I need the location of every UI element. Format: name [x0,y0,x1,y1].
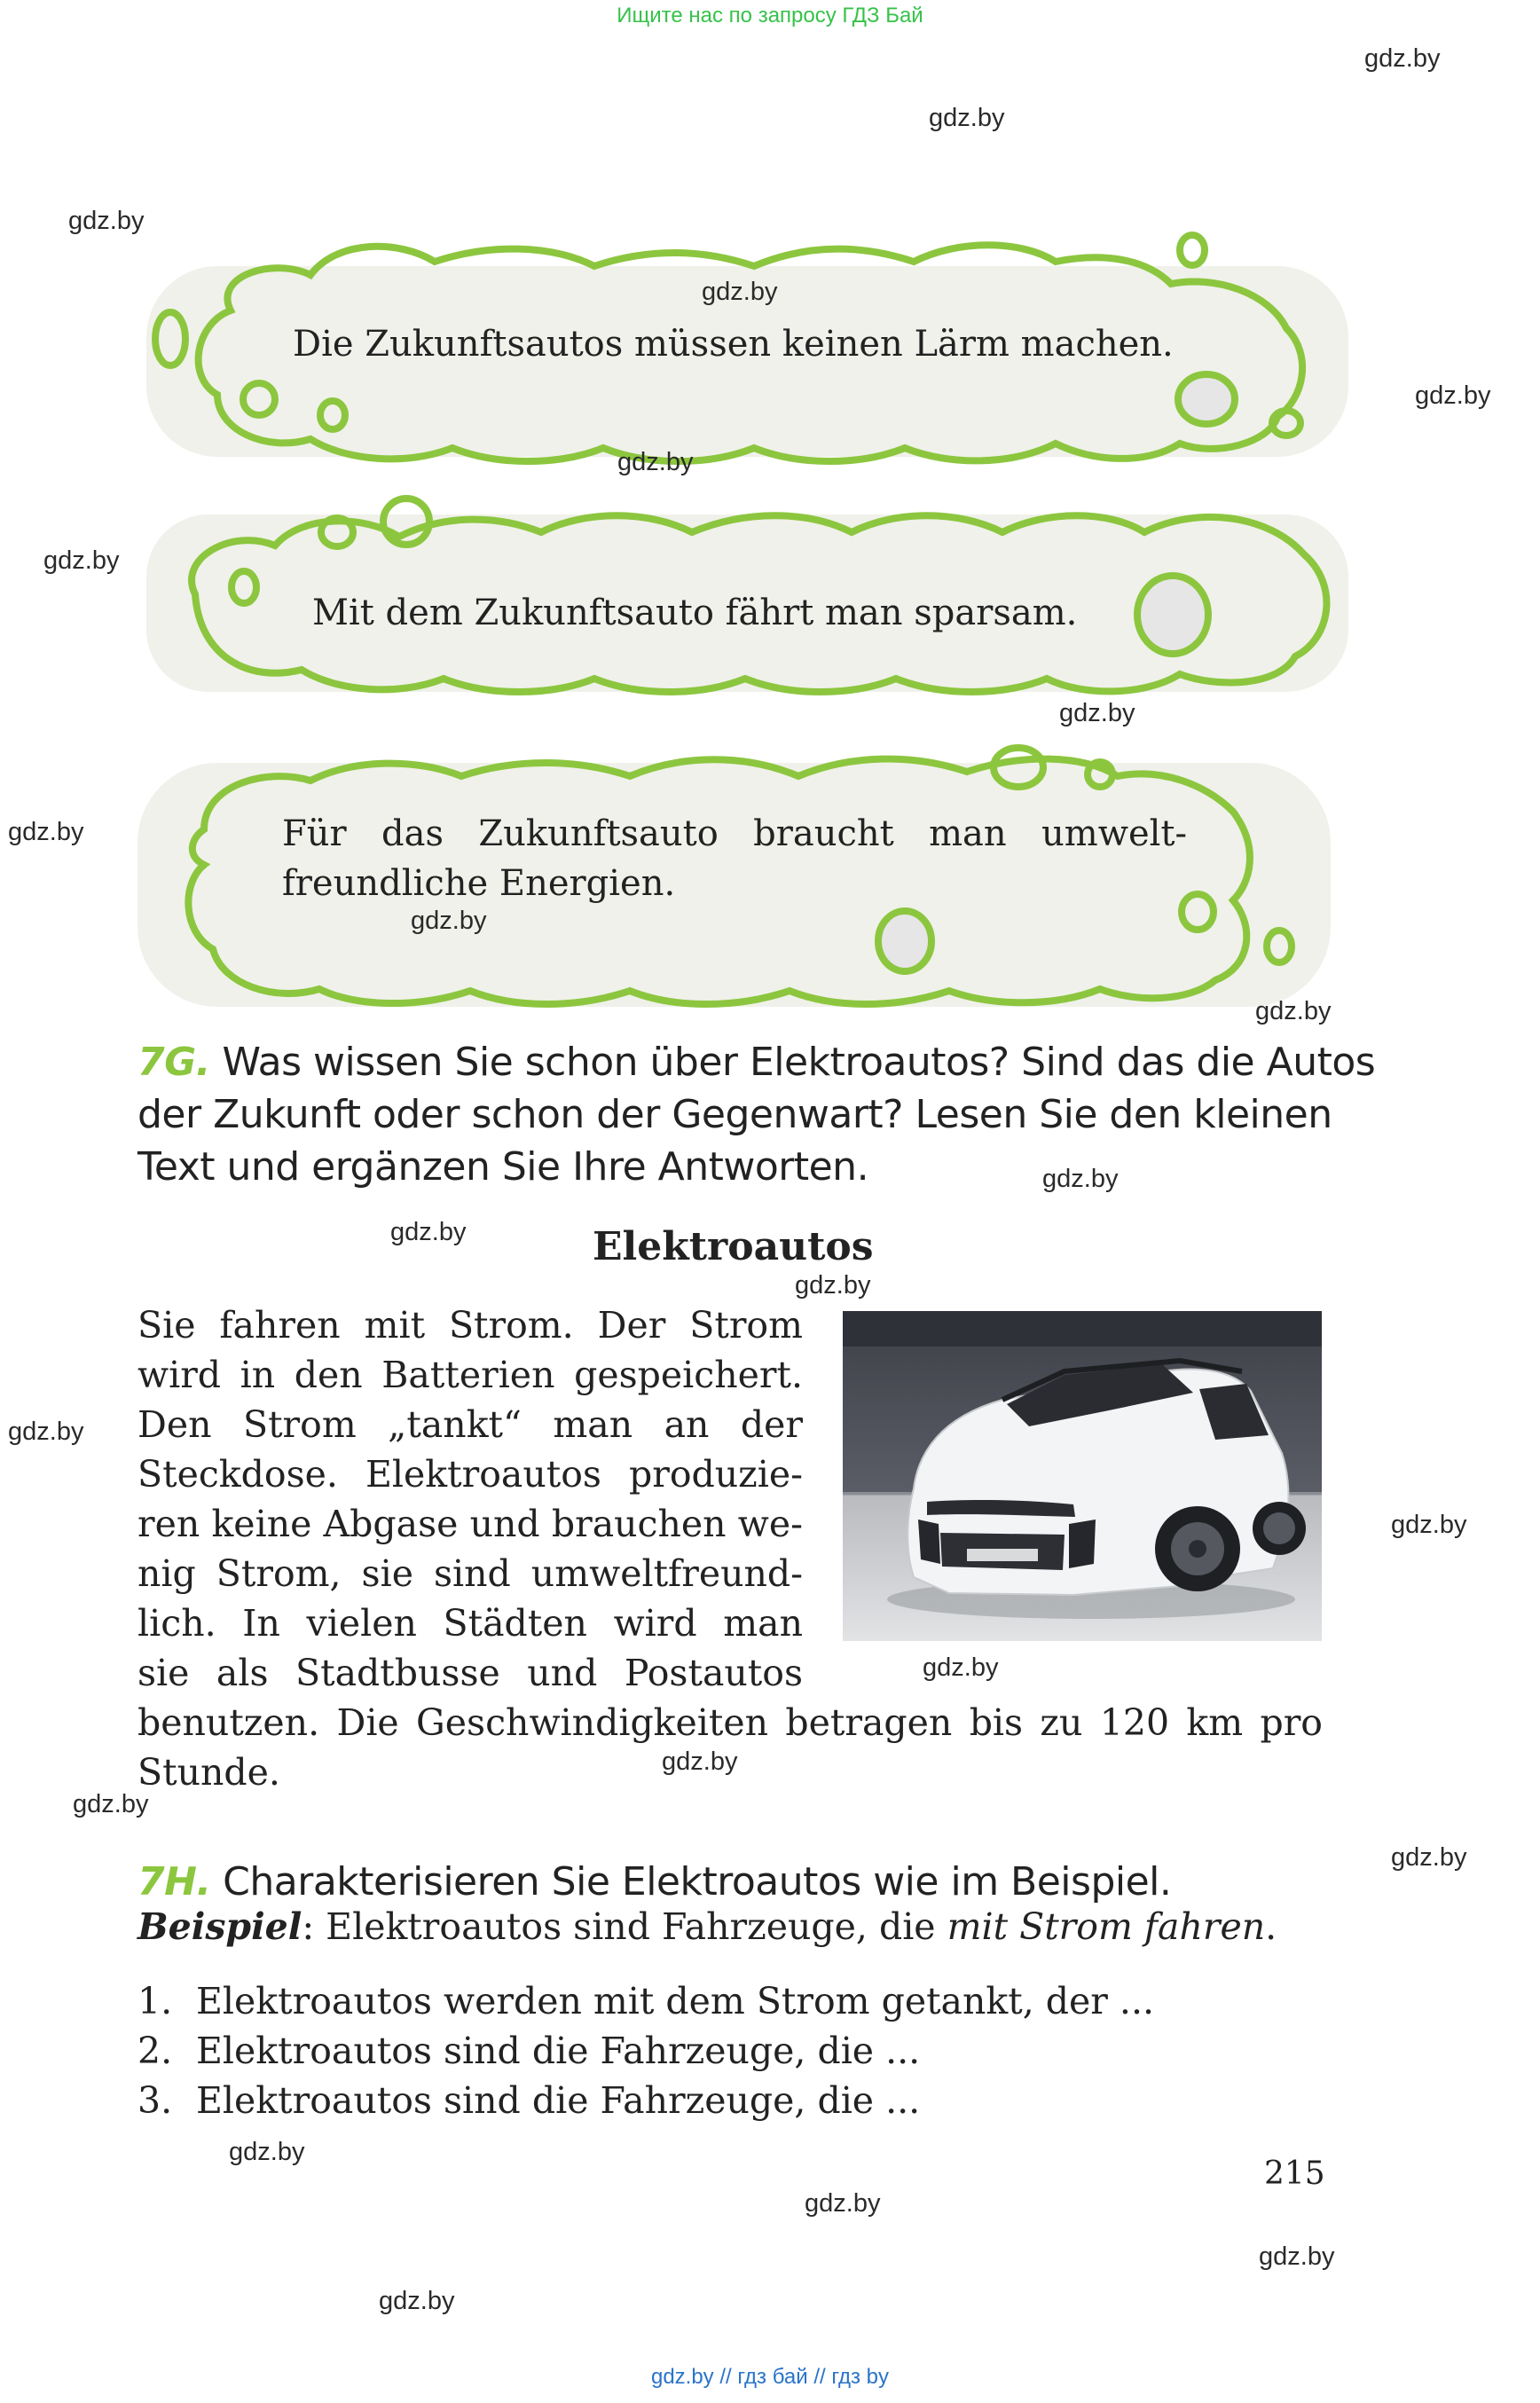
article-line: Steckdose. Elektroautos produzie- [138,1453,803,1496]
watermark: gdz.by [929,104,1005,132]
example-text: : Elektroautos sind Fahrzeuge, die [302,1905,947,1948]
watermark: gdz.by [68,207,145,235]
electric-car-photo [843,1311,1322,1641]
cloud-3-line-2: freundliche Energien. [282,863,676,904]
list-item-text: Elektroautos sind die Fahrzeuge, die ... [196,2030,921,2072]
watermark: gdz.by [390,1218,467,1246]
list-item-number: 1. [138,1980,173,2022]
watermark: gdz.by [43,546,120,575]
watermark: gdz.by [1259,2242,1335,2271]
list-item [138,2026,1154,2076]
watermark: gdz.by [229,2138,305,2166]
list-item-text: Elektroautos sind die Fahrzeuge, die ... [196,2079,921,2122]
watermark: gdz.by [1364,44,1441,73]
watermark: gdz.by [1255,997,1332,1025]
task-7h-text: Charakterisieren Sie Elektroautos wie im Beispiel. [223,1859,1172,1904]
article-line: benutzen. Die Geschwindigkeiten betragen bis zu 120 km pro [138,1701,1323,1744]
example-label: Beispiel [138,1905,302,1948]
task-7h [138,1856,1344,1908]
cloud-1-text: Die Zukunftsautos müssen keinen Lärm machen. [293,324,1174,365]
watermark: gdz.by [662,1747,738,1776]
watermark: gdz.by [8,1417,84,1446]
list-item-text: Elektroautos werden mit dem Strom getankt, der ... [196,1980,1155,2022]
article-line: ren keine Abgase und brauchen we- [138,1503,803,1545]
example-sentence [138,1905,1277,1948]
watermark: gdz.by [923,1653,999,1682]
watermark: gdz.by [1415,381,1491,410]
article-line: Sie fahren mit Strom. Der Strom [138,1304,803,1347]
list-item [138,2076,1154,2125]
task-7g-line-3: Text und ergänzen Sie Ihre Antworten. [138,1144,869,1190]
exercise-list [138,1976,1154,2125]
watermark: gdz.by [1059,699,1135,727]
list-item-number: 2. [138,2030,173,2072]
watermark: gdz.by [1391,1511,1467,1539]
list-item-number: 3. [138,2079,173,2122]
watermark: gdz.by [1391,1843,1467,1872]
watermark: gdz.by [1042,1165,1119,1193]
article-line: wird in den Batterien gespeichert. [138,1354,803,1396]
cloud-2-text: Mit dem Zukunftsauto fährt man sparsam. [312,593,1078,633]
watermark: gdz.by [411,907,487,935]
example-italic: mit Strom fahren [947,1905,1266,1948]
article-line: sie als Stadtbusse und Postautos [138,1652,803,1694]
watermark: gdz.by [617,448,694,476]
watermark: gdz.by [8,818,84,846]
watermark: gdz.by [702,278,778,306]
article-line: nig Strom, sie sind umweltfreund- [138,1552,803,1595]
article-title: Elektroautos [593,1224,874,1269]
article-line: lich. In vielen Städten wird man [138,1602,803,1645]
task-7g-number: 7G. [138,1040,210,1085]
article-line: Stunde. [138,1751,280,1794]
list-item [138,1976,1154,2026]
watermark: gdz.by [805,2189,881,2218]
task-7g [138,1036,1376,1193]
article-line: Den Strom „tankt“ man an der [138,1403,803,1446]
cloud-3-line-1: Für das Zukunftsauto braucht man umwelt- [282,813,1187,854]
example-end: . [1265,1905,1277,1948]
footer-links[interactable]: gdz.by // гдз бай // гдз by [650,2365,890,2389]
task-7g-line-2: der Zukunft oder schon der Gegenwart? Lesen Sie den kleinen [138,1092,1332,1137]
task-7h-number: 7H. [138,1859,211,1904]
page-number: 215 [1264,2156,1325,2192]
task-7g-line-1: Was wissen Sie schon über Elektroautos? Sind das die Autos [222,1040,1376,1085]
top-banner[interactable]: Ищите нас по запросу ГДЗ Бай [617,4,923,27]
watermark: gdz.by [73,1790,149,1818]
watermark: gdz.by [379,2287,455,2315]
article-text-narrow [138,1300,803,1698]
watermark: gdz.by [795,1271,871,1300]
